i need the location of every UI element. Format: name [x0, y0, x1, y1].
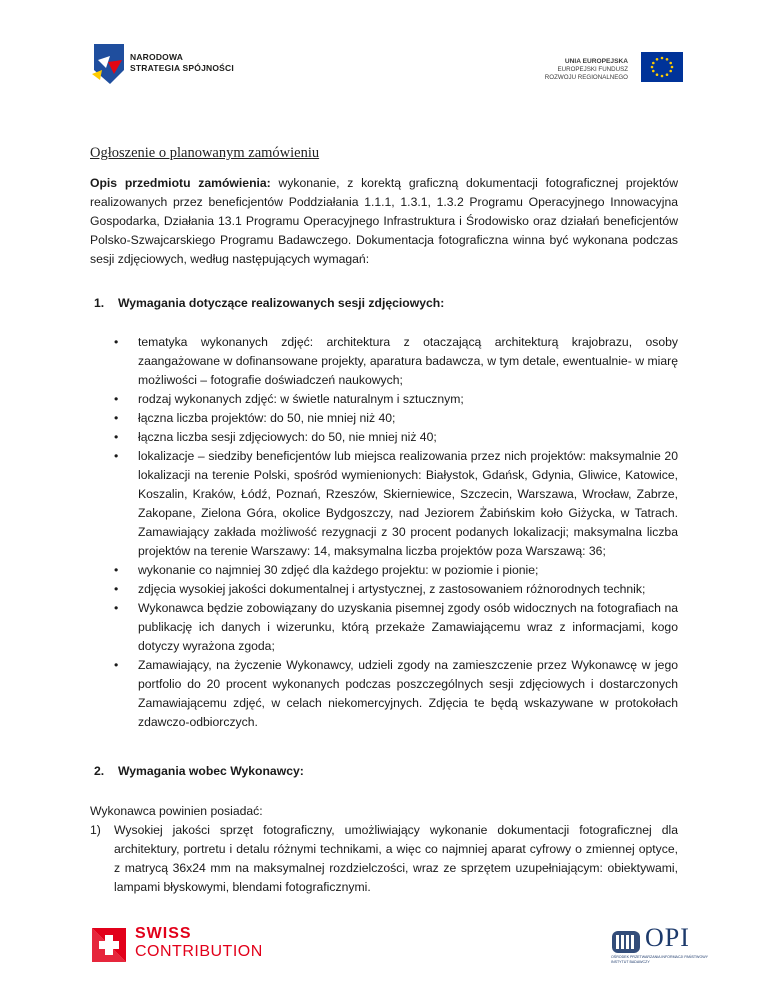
list-item	[90, 561, 678, 580]
intro-lead: Opis przedmiotu zamówienia:	[90, 176, 271, 190]
list-item-text: tematyka wykonanych zdjęć: architektura z otaczającą architekturą krajobrazu, osoby zaangażowane w dofinansowane projekty, aparatura badawcza, w tym detale, ewentualnie- w miarę możliwości – fotografie doświadczeń naukowych;	[138, 335, 678, 387]
list-item	[90, 390, 678, 409]
list-item	[90, 409, 678, 428]
section-2-number: 2.	[94, 764, 105, 778]
requirements-list	[90, 333, 678, 732]
section-1-heading	[90, 296, 444, 310]
section-2-heading	[90, 764, 304, 778]
nss-logo-text	[130, 52, 234, 74]
contractor-requirements	[90, 802, 678, 897]
section-1-number: 1.	[94, 296, 105, 310]
list-item-text: Zamawiający, na życzenie Wykonawcy, udzieli zgody na zamieszczenie przez Wykonawcę w jego portfolio do 20 procent wykonanych podczas poszczególnych sesji zdjęciowych i dostarczonych Zamawiającemu zdjęć, w celach niekomercyjnych. Zdjęcia te będą wskazywane w protokołach zdawczo-odbiorczych.	[138, 658, 678, 729]
list-item	[90, 580, 678, 599]
list-item	[90, 599, 678, 656]
contractor-intro: Wykonawca powinien posiadać:	[90, 804, 263, 818]
eu-line-3: ROZWOJU REGIONALNEGO	[544, 74, 628, 81]
swiss-contribution-logo	[135, 925, 263, 961]
swiss-line-1: SWISS	[135, 925, 192, 942]
eu-logo-text	[545, 58, 628, 82]
list-item-text: łączna liczba sesji zdjęciowych: do 50, nie mniej niż 40;	[138, 430, 437, 444]
bullet-icon: •	[114, 582, 119, 596]
list-item-text: wykonanie co najmniej 30 zdjęć dla każdego projektu: w poziomie i pionie;	[138, 563, 539, 577]
nss-line-2: STRATEGIA SPÓJNOŚCI	[130, 63, 234, 73]
list-item-text: łączna liczba projektów: do 50, nie mniej niż 40;	[138, 411, 396, 425]
document-title: Ogłoszenie o planowanym zamówieniu	[90, 145, 320, 161]
list-item-text: Wykonawca będzie zobowiązany do uzyskania pisemnej zgody osób widocznych na fotografiach na publikację ich danych i wizerunku, którą przekaże Zamawiającemu wraz z informacjami, kogo dotyczy wyrażona zgoda;	[138, 601, 678, 653]
opi-logo-text: OPI	[645, 923, 690, 952]
contractor-item	[90, 821, 678, 897]
list-item	[90, 447, 678, 561]
list-item	[90, 656, 678, 732]
list-item	[90, 333, 678, 390]
bullet-icon: •	[114, 658, 119, 672]
intro-body: wykonanie, z korektą graficzną dokumentacji fotograficznej projektów realizowanych przez beneficjentów Poddziałania 1.1.1, 1.3.1, 1.3.2 Programu Operacyjnego Innowacyjna Gospodarka, Działania 13.1 Programu Operacyjnego Infrastruktura i Środowisko oraz działań beneficjentów Polsko-Szwajcarskiego Programu Badawczego. Dokumentacja fotograficzna winna być wykonana podczas sesji zdjęciowych, według następujących wymagań:	[90, 176, 678, 266]
contractor-item-number: 1)	[90, 823, 101, 837]
intro-paragraph	[90, 174, 678, 269]
nss-line-1: NARODOWA	[130, 52, 184, 62]
eu-line-2: EUROPEJSKI FUNDUSZ	[557, 66, 628, 73]
bullet-icon: •	[114, 430, 119, 444]
bullet-icon: •	[114, 411, 119, 425]
list-item-text: lokalizacje – siedziby beneficjentów lub miejsca realizowania przez nich projektów: maksymalnie 20 lokalizacji na terenie Polski, spośród wymienionych: Białystok, Gdańsk, Gdynia, Gliwice, Katowice, Koszalin, Kraków, Łódź, Poznań, Rzeszów, Skierniewice, Szczecin, Warszawa, Wrocław, Zabrze, Zakopane, Zielona Góra, okolice Bydgoszczy, nad Jeziorem Żabińskim koło Giżycka, w Tatrach. Zamawiający zakłada możliwość rezygnacji z 30 procent podanych lokalizacji; maksymalna liczba projektów na terenie Warszawy: 14, maksymalna liczba projektów poza Warszawą: 36;	[138, 449, 678, 558]
opi-subtitle: OŚRODEK PRZETWARZANIA INFORMACJI PAŃSTWOWY INSTYTUT BADAWCZY	[611, 955, 708, 964]
bullet-icon: •	[114, 601, 119, 615]
swiss-line-2: CONTRIBUTION	[135, 943, 263, 960]
section-1-title: Wymagania dotyczące realizowanych sesji zdjęciowych:	[118, 296, 445, 310]
bullet-icon: •	[114, 563, 119, 577]
contractor-item-text: Wysokiej jakości sprzęt fotograficzny, umożliwiający wykonanie dokumentacji fotograficznej dla architektury, portretu i detalu różnymi technikami, a więc co najmniej aparat cyfrowy o zmiennej optyce, z matrycą 36x24 mm na maksymalnej rozdzielczości, wraz ze sprzętem uzupełniającym: obiektywami, lampami błyskowymi, blendami fotograficznymi.	[114, 823, 678, 894]
bullet-icon: •	[114, 449, 119, 463]
swiss-cross-icon	[92, 928, 126, 962]
bullet-icon: •	[114, 392, 119, 406]
list-item-text: zdjęcia wysokiej jakości dokumentalnej i artystycznej, z zastosowaniem różnorodnych technik;	[138, 582, 646, 596]
list-item	[90, 428, 678, 447]
eu-line-1: UNIA EUROPEJSKA	[564, 58, 628, 65]
eu-flag-icon	[641, 52, 683, 82]
list-item-text: rodzaj wykonanych zdjęć: w świetle naturalnym i sztucznym;	[138, 392, 464, 406]
bullet-icon: •	[114, 335, 119, 349]
section-2-title: Wymagania wobec Wykonawcy:	[118, 764, 304, 778]
